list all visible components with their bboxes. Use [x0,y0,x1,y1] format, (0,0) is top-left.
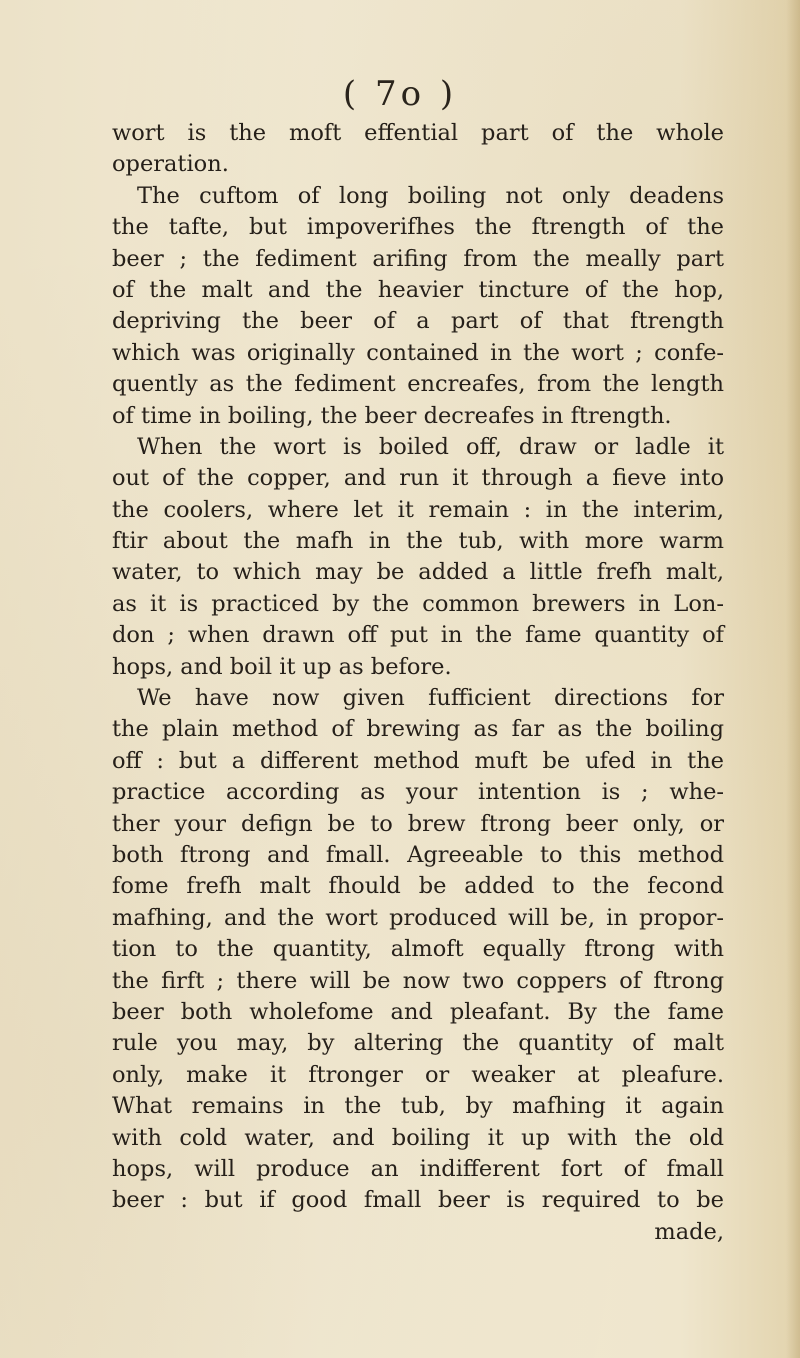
text-line: beer both wholefome and pleafant. By the fame [112,998,724,1025]
text-line: practice according as your intention is ; whe- [112,779,724,806]
text-line: rule you may, by altering the quantity of malt [112,1030,724,1057]
text-line: which was originally contained in the wort ; confe- [112,339,724,366]
text-line: mafhing, and the wort produced will be, in propor- [112,904,724,931]
text-line: of the malt and the heavier tincture of the hop, [112,276,724,303]
text-line: don ; when drawn off put in the fame quantity of [112,622,724,649]
text-line: hops, will produce an indifferent fort of fmall [112,1155,724,1182]
text-line: The cuftom of long boiling not only deadens [137,182,724,209]
text-line: ftir about the mafh in the tub, with more warm [112,528,724,555]
text-line: wort is the moft effential part of the whole [112,120,724,146]
text-line: hops, and boil it up as before. [112,653,452,680]
text-line: out of the copper, and run it through a fieve into [112,465,724,492]
text-line: beer : but if good fmall beer is required to be [112,1187,724,1214]
text-line: When the wort is boiled off, draw or ladle it [137,433,724,460]
text-line: the tafte, but impoverifhes the ftrength of the [112,214,724,241]
text-line: beer ; the fediment arifing from the meally part [112,245,724,272]
text-line: the coolers, where let it remain : in the interim, [112,496,724,523]
text-line: quently as the fediment encreafes, from the length [112,371,724,398]
catchword: made, [654,1218,724,1245]
text-line: fome frefh malt fhould be added to the fecond [112,873,724,900]
text-line: tion to the quantity, almoft equally ftrong with [112,936,724,963]
text-line: operation. [112,151,229,178]
page-number: ( 7o ) [342,74,458,114]
page-edge-shadow [786,0,800,1358]
body-text [112,118,724,1248]
text-line: off : but a different method muft be ufed in the [112,747,724,774]
text-line: both ftrong and fmall. Agreeable to this method [112,841,724,868]
text-line: of time in boiling, the beer decreafes in ftrength. [112,402,672,429]
text-line: the plain method of brewing as far as the boiling [112,716,724,743]
text-line: only, make it ftronger or weaker at pleafure. [112,1061,724,1088]
text-line: as it is practiced by the common brewers in Lon- [112,590,724,617]
text-line: the firft ; there will be now two coppers of ftrong [112,967,724,994]
text-line: What remains in the tub, by mafhing it again [112,1093,724,1120]
text-line: We have now given fufficient directions for [137,685,724,712]
text-line: water, to which may be added a little frefh malt, [112,559,724,586]
text-line: ther your defign be to brew ftrong beer only, or [112,810,724,837]
text-line: with cold water, and boiling it up with the old [112,1124,724,1151]
text-line: depriving the beer of a part of that ftrength [112,308,724,335]
